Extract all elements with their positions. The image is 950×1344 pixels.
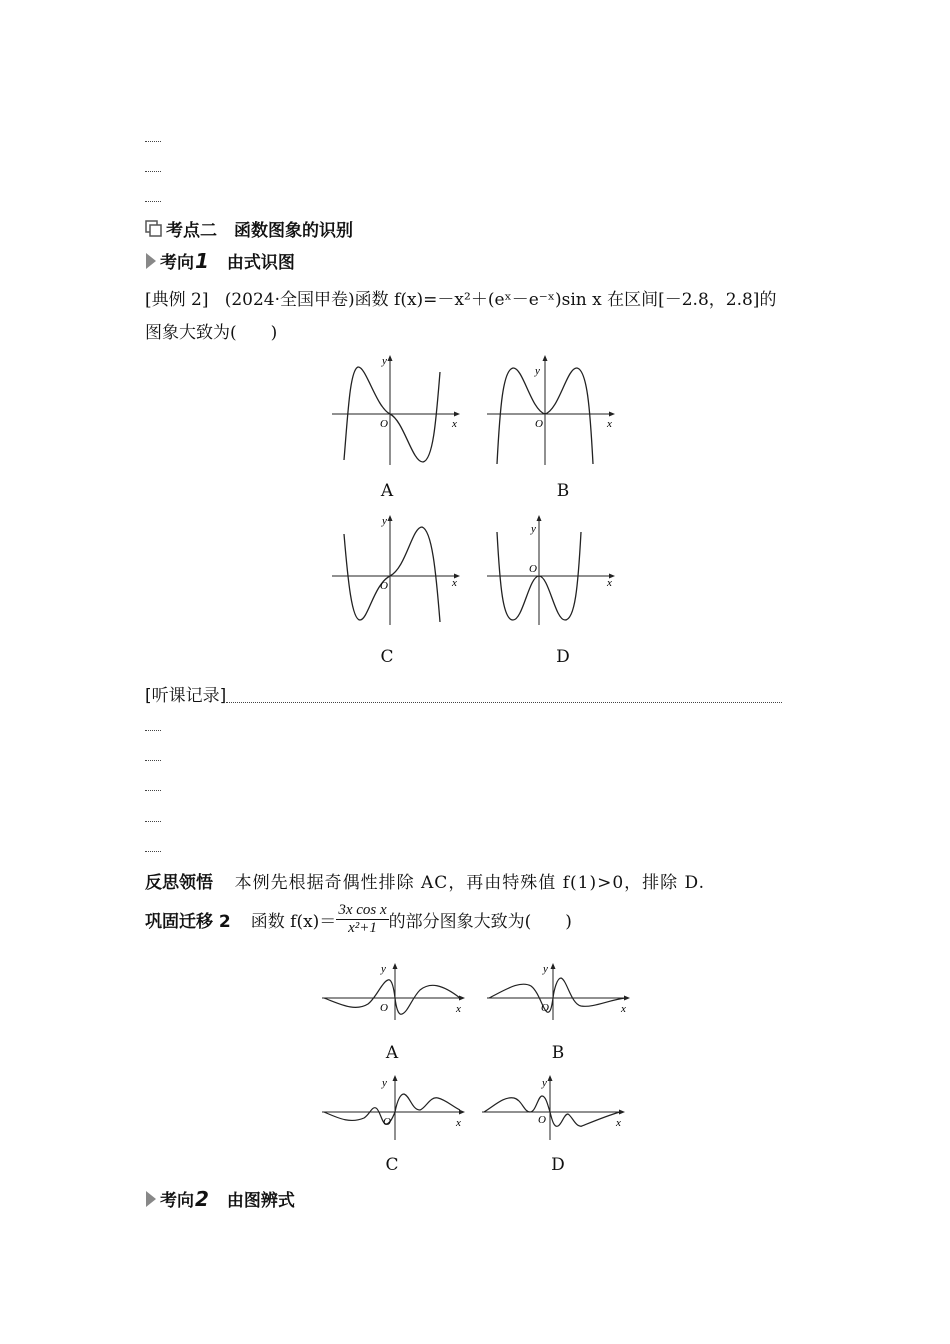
blank-line xyxy=(145,760,161,761)
example-graph-d xyxy=(483,512,618,627)
origin-label: O xyxy=(541,1002,549,1014)
origin-label: O xyxy=(383,1116,391,1128)
blank-line xyxy=(145,851,161,852)
subsection-title: 由式识图 xyxy=(226,253,295,273)
origin-label: O xyxy=(538,1114,546,1126)
practice-graph-a xyxy=(320,960,468,1022)
x-axis-label: x xyxy=(456,1117,461,1129)
example-line-2: 图象大致为( ) xyxy=(145,323,278,343)
section-box-icon xyxy=(145,220,163,238)
x-axis-label: x xyxy=(616,1117,621,1129)
practice-suffix: 的部分图象大致为( ) xyxy=(388,912,572,932)
x-axis-label: x xyxy=(452,577,457,589)
option-label-d: D xyxy=(556,647,570,667)
triangle-marker-icon xyxy=(145,252,157,270)
subsection-heading-2 xyxy=(145,1186,295,1211)
x-axis-label: x xyxy=(621,1003,626,1015)
subsection-tag: 考向 xyxy=(160,1191,194,1211)
example-line-1 xyxy=(145,285,776,310)
blank-line xyxy=(145,171,161,172)
subsection-number: 2 xyxy=(195,1186,209,1211)
subsection-heading-1 xyxy=(145,248,295,273)
reflection-row xyxy=(145,868,705,893)
example-tag: [典例 2] xyxy=(145,290,209,310)
option-label-c: C xyxy=(380,647,394,667)
x-axis-label: x xyxy=(607,418,612,430)
example-graph-b xyxy=(483,352,618,467)
y-axis-label: y xyxy=(382,515,387,527)
reflection-text: 本例先根据奇偶性排除 AC，再由特殊值 f(1)>0，排除 D. xyxy=(234,873,705,893)
reflection-label: 反思领悟 xyxy=(145,873,213,893)
x-axis-label: x xyxy=(456,1003,461,1015)
x-axis-label: x xyxy=(452,418,457,430)
blank-line xyxy=(145,821,161,822)
fraction-denominator: x²+1 xyxy=(348,920,377,936)
practice-label: 巩固迁移 2 xyxy=(145,912,231,932)
y-axis-label: y xyxy=(531,523,536,535)
practice-option-b: B xyxy=(551,1043,565,1063)
origin-label: O xyxy=(380,418,388,430)
triangle-marker-icon xyxy=(145,1190,157,1208)
subsection-title: 由图辨式 xyxy=(226,1191,295,1211)
subsection-number: 1 xyxy=(195,248,209,273)
x-axis-label: x xyxy=(607,577,612,589)
y-axis-label: y xyxy=(535,365,540,377)
y-axis-label: y xyxy=(382,355,387,367)
y-axis-label: y xyxy=(543,963,548,975)
origin-label: O xyxy=(380,1002,388,1014)
example-graph-c xyxy=(328,512,463,627)
practice-prefix: 函数 f(x)＝ xyxy=(250,912,337,932)
practice-row xyxy=(145,902,572,937)
option-label-b: B xyxy=(556,481,570,501)
y-axis-label: y xyxy=(381,963,386,975)
example-graph-a xyxy=(328,352,463,467)
practice-graph-b xyxy=(485,960,633,1022)
section-title: 考点二 函数图象的识别 xyxy=(166,221,353,241)
fraction-numerator: 3x cos x xyxy=(338,902,387,918)
example-question: (2024·全国甲卷)函数 f(x)=－x²＋(eˣ－e⁻ˣ)sin x 在区间[－2.8，2.8]的 xyxy=(224,290,777,310)
subsection-tag: 考向 xyxy=(160,253,194,273)
blank-line xyxy=(145,141,161,142)
origin-label: O xyxy=(535,418,543,430)
notes-label: [听课记录] xyxy=(145,686,227,706)
blank-line xyxy=(145,201,161,202)
notes-line xyxy=(226,702,782,703)
practice-option-d: D xyxy=(551,1155,565,1175)
blank-line xyxy=(145,730,161,731)
practice-graph-c xyxy=(320,1072,468,1142)
origin-label: O xyxy=(529,563,537,575)
practice-option-a: A xyxy=(385,1043,399,1063)
origin-label: O xyxy=(380,580,388,592)
section-heading xyxy=(145,216,353,241)
blank-line xyxy=(145,790,161,791)
y-axis-label: y xyxy=(542,1077,547,1089)
fraction xyxy=(336,902,388,937)
practice-graph-d xyxy=(480,1072,628,1142)
practice-option-c: C xyxy=(385,1155,399,1175)
notes-row xyxy=(145,681,782,706)
y-axis-label: y xyxy=(382,1077,387,1089)
option-label-a: A xyxy=(380,481,394,501)
